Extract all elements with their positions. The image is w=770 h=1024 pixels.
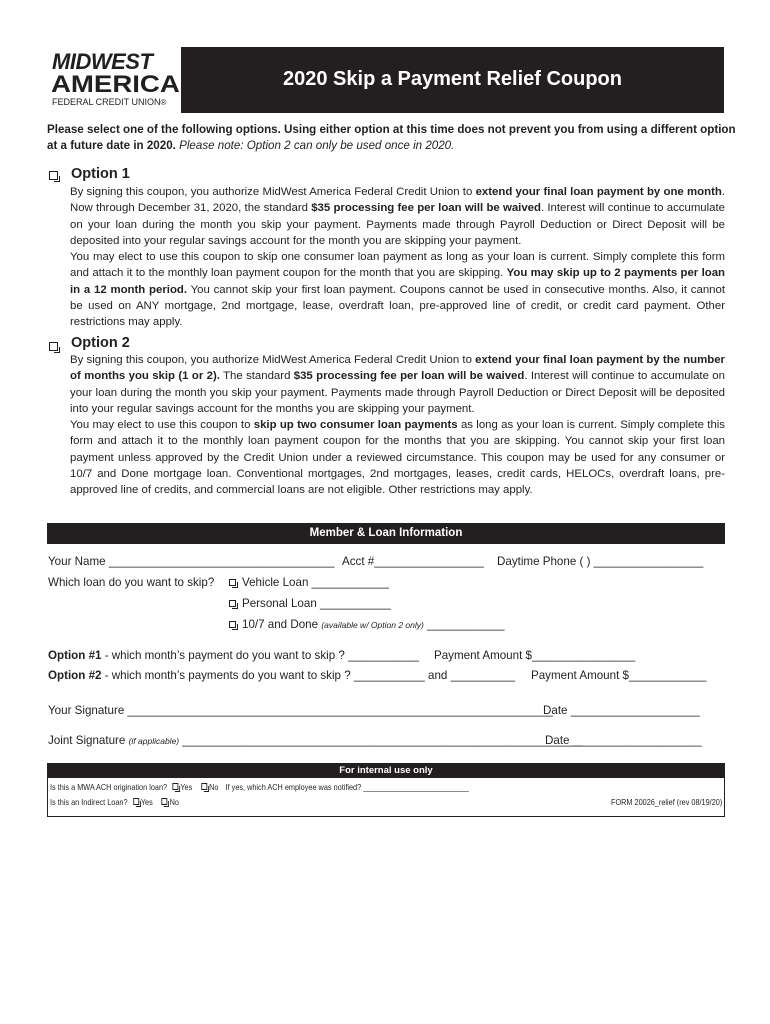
checkbox-icon bbox=[49, 342, 58, 351]
ten-seven-note: (available w/ Option 2 only) bbox=[321, 620, 424, 630]
registered-mark: ® bbox=[160, 98, 167, 107]
yes-label: Yes bbox=[140, 797, 153, 807]
text: . Interest will continue to accumulate on your loan during the month you skip your payment. Payments made through Payroll Deduction or Direct Deposit will be deposited into your regular savings account for the months you are skipping your payment. bbox=[70, 370, 725, 415]
option1-label: Option #1 bbox=[48, 649, 102, 662]
vehicle-loan-label: Vehicle Loan ____________ bbox=[242, 576, 389, 589]
option1-month-field[interactable] bbox=[48, 649, 419, 663]
checkbox-icon[interactable] bbox=[133, 798, 139, 805]
no-label: No bbox=[169, 797, 179, 807]
indirect-loan-row bbox=[50, 797, 179, 807]
text-bold: extend your final loan payment by one month bbox=[475, 186, 722, 198]
form-id: FORM 20026_relief (rev 08/19/20) bbox=[611, 797, 723, 807]
joint-signature-line: ______________________________________________________________ bbox=[182, 734, 583, 747]
text: . Interest will continue to accumulate on your loan during the month you skip your payment. Payments made through Payroll Deduction or Direct Deposit will be deposited into your regular savings account for the month you are skipping your payment. bbox=[70, 202, 726, 247]
text: You may elect to use this coupon to skip one consumer loan payment as long as your loan is current. Simply complete this form and attach it to the monthly loan payment coupon for the month that you are skipping. bbox=[70, 251, 725, 280]
yes-label: Yes bbox=[180, 782, 193, 792]
internal-use-title: For internal use only bbox=[48, 764, 724, 778]
ten-seven-done-option[interactable] bbox=[229, 618, 504, 632]
option2-paragraph-1 bbox=[70, 352, 725, 417]
text: as long as your loan is current. Simply complete this form and attach it to the monthly loan payment coupon for the months that you are skipping. You cannot skip your first loan payment unless approved by the Credit Union under a reviewed circumstance. This coupon may be used for any consumer or 10/7 and Done mortgage loan. Conventional mortgages, 2nd mortgages, leases, credit cards, HELOCs, overdraft loans, pre-approved line of credits, and commercial loans are not eligible. Other restrictions may apply. bbox=[70, 419, 726, 497]
logo-line-midwest: MIDWEST bbox=[52, 49, 153, 74]
joint-date-field[interactable]: Date ____________________ bbox=[545, 734, 702, 747]
vehicle-loan-option[interactable] bbox=[229, 576, 389, 590]
option1-heading: Option 1 bbox=[71, 166, 130, 182]
text-bold: You may skip up to 2 payments per loan in a 12 month period. bbox=[70, 267, 725, 296]
signature-field[interactable]: Your Signature __________________________________________________________________ bbox=[48, 704, 554, 717]
joint-signature-label: Joint Signature bbox=[48, 734, 126, 747]
option2-amount-field[interactable]: Payment Amount $____________ bbox=[531, 669, 707, 682]
text-bold: $35 processing fee per loan will be waived bbox=[311, 202, 541, 215]
option2-month-field[interactable] bbox=[48, 669, 515, 683]
ach-question: Is this a MWA ACH origination loan? bbox=[50, 782, 168, 792]
intro-text bbox=[47, 122, 737, 154]
which-loan-label: Which loan do you want to skip? bbox=[48, 576, 215, 589]
your-name-field[interactable]: Your Name ___________________________________ bbox=[48, 555, 335, 568]
option2-paragraph-2 bbox=[70, 417, 725, 498]
checkbox-icon bbox=[229, 621, 236, 628]
member-loan-section-title: Member & Loan Information bbox=[47, 523, 725, 544]
ach-origination-row bbox=[50, 782, 469, 792]
account-number-field[interactable]: Acct #_________________ bbox=[342, 555, 484, 568]
option1-amount-field[interactable]: Payment Amount $________________ bbox=[434, 649, 636, 662]
indirect-question: Is this an Indirect Loan? bbox=[50, 797, 128, 807]
text-bold: skip up two consumer loan payments bbox=[253, 419, 458, 431]
option1-paragraph-1 bbox=[70, 184, 725, 249]
ten-seven-label: 10/7 and Done bbox=[242, 618, 319, 631]
text: . Now through December 31, 2020, the standard bbox=[70, 186, 725, 215]
joint-signature-note: (if applicable) bbox=[128, 736, 180, 746]
ach-followup: If yes, which ACH employee was notified? __________________________ bbox=[225, 782, 469, 792]
checkbox-icon bbox=[229, 600, 236, 607]
daytime-phone-field[interactable]: Daytime Phone ( ) _________________ bbox=[497, 555, 704, 568]
page-title: 2020 Skip a Payment Relief Coupon bbox=[283, 68, 622, 90]
personal-loan-option[interactable] bbox=[229, 597, 391, 611]
logo-fcu-text: FEDERAL CREDIT UNION bbox=[52, 97, 161, 107]
intro-bold: Please select one of the following options. Using either option at this time does not prevent you from using a different option at a future date in 2020. bbox=[47, 123, 736, 152]
checkbox-icon[interactable] bbox=[162, 798, 168, 805]
option2-label: Option #2 bbox=[48, 669, 102, 682]
option2-checkbox[interactable] bbox=[49, 338, 58, 356]
logo-line-fcu bbox=[52, 97, 166, 108]
ten-seven-line: ____________ bbox=[427, 618, 505, 631]
checkbox-icon[interactable] bbox=[201, 783, 207, 790]
logo-line-america: AMERICA bbox=[51, 71, 180, 98]
header-title-bar bbox=[181, 47, 724, 113]
option1-checkbox[interactable] bbox=[49, 167, 58, 185]
text: By signing this coupon, you authorize MidWest America Federal Credit Union to bbox=[70, 354, 476, 366]
text-bold: extend your final loan payment by the number of months you skip (1 or 2). bbox=[70, 354, 725, 383]
text: The standard bbox=[219, 370, 294, 383]
signature-date-field[interactable]: Date ____________________ bbox=[543, 704, 700, 717]
option2-month-text: - which month’s payments do you want to skip ? ___________ and __________ bbox=[101, 669, 516, 682]
personal-loan-label: Personal Loan ___________ bbox=[242, 597, 391, 610]
intro-note: Please note: Option 2 can only be used once in 2020. bbox=[179, 139, 455, 152]
checkbox-icon[interactable] bbox=[173, 783, 179, 790]
option1-paragraph-2 bbox=[70, 249, 725, 330]
text: By signing this coupon, you authorize MidWest America Federal Credit Union to bbox=[70, 186, 476, 198]
checkbox-icon bbox=[229, 579, 236, 586]
no-label: No bbox=[209, 782, 219, 792]
text: You may elect to use this coupon to bbox=[70, 419, 254, 431]
option2-heading: Option 2 bbox=[71, 335, 130, 351]
text-bold: $35 processing fee per loan will be waived bbox=[293, 370, 525, 383]
joint-signature-field[interactable] bbox=[48, 734, 582, 748]
checkbox-icon bbox=[49, 171, 58, 180]
option1-month-text: - which month’s payment do you want to skip ? ___________ bbox=[101, 649, 419, 662]
text: You cannot skip your first loan payment. Coupons cannot be used in consecutive months. Also, it cannot be used on ANY mortgage, 2nd mortgage, lease, overdraft loan, pre-approved line of credit, or credit card payment. Other restrictions may apply. bbox=[70, 283, 725, 329]
